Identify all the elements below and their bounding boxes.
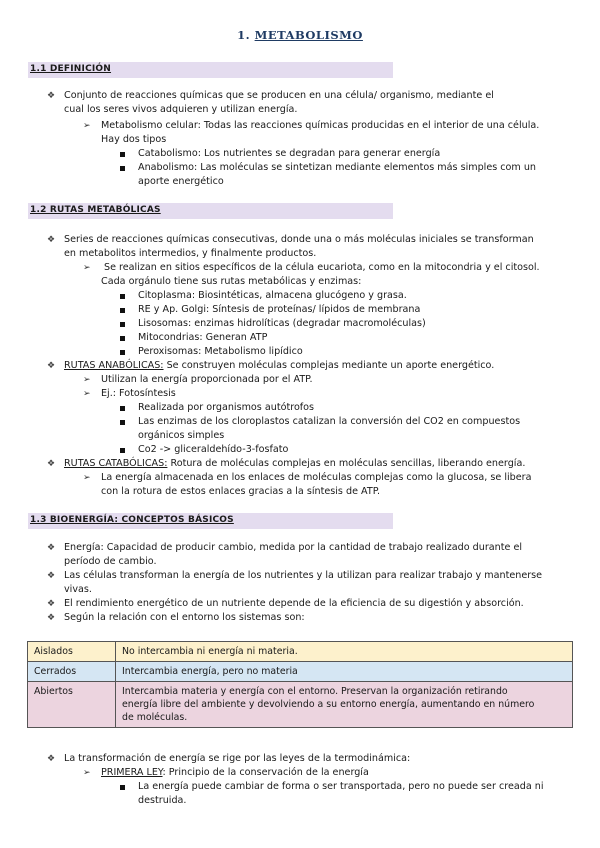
paragraph: El rendimiento energético de un nutriente depende de la eficiencia de su digestión y absorción. <box>64 598 524 609</box>
list-item: destruida. <box>138 795 187 806</box>
list-item: La energía puede cambiar de forma o ser transportada, pero no puede ser creada ni <box>138 781 544 792</box>
table-row <box>28 682 573 728</box>
paragraph: Energía: Capacidad de producir cambio, medida por la cantidad de trabajo realizado durante el <box>64 542 523 553</box>
paragraph: vivas. <box>64 584 92 595</box>
section-heading-bioenergia: 1.3 BIOENERGÍA: CONCEPTOS BÁSICOS <box>28 513 393 529</box>
paragraph: cual los seres vivos adquieren y utilizan energía. <box>64 104 298 115</box>
arrow-bullet-icon: ➢ <box>83 768 91 778</box>
arrow-bullet-icon: ➢ <box>83 389 91 399</box>
square-bullet-icon <box>120 448 125 453</box>
systems-table <box>27 641 573 728</box>
section-heading-rutas: 1.2 RUTAS METABÓLICAS <box>28 203 393 219</box>
paragraph: Utilizan la energía proporcionada por el ATP. <box>101 374 313 385</box>
diamond-bullet-icon: ❖ <box>47 754 56 764</box>
diamond-bullet-icon: ❖ <box>47 613 56 623</box>
diamond-bullet-icon: ❖ <box>47 361 56 371</box>
list-item: Co2 -> gliceraldehído-3-fosfato <box>138 444 289 455</box>
paragraph: Hay dos tipos <box>101 134 167 145</box>
table-cell: Aislados <box>28 642 116 662</box>
paragraph: Ej.: Fotosíntesis <box>101 388 176 399</box>
arrow-bullet-icon: ➢ <box>83 375 91 385</box>
paragraph: Las células transforman la energía de los nutrientes y la utilizan para realizar trabajo y mantenerse <box>64 570 543 581</box>
square-bullet-icon <box>120 166 125 171</box>
page-title: 1. METABOLISMO <box>237 28 363 42</box>
paragraph: Anabolismo: Las moléculas se sintetizan mediante elementos más simples com un <box>138 162 536 173</box>
list-item: Peroxisomas: Metabolismo lipídico <box>138 346 303 357</box>
table-cell: Abiertos <box>28 682 116 728</box>
table-row <box>28 662 573 682</box>
table-cell: Intercambia energía, pero no materia <box>116 662 573 682</box>
paragraph: Catabolismo: Los nutrientes se degradan para generar energía <box>138 148 441 159</box>
square-bullet-icon <box>120 406 125 411</box>
paragraph: PRIMERA LEY: Principio de la conservación de la energía <box>101 767 369 778</box>
square-bullet-icon <box>120 294 125 299</box>
paragraph: aporte energético <box>138 176 224 187</box>
list-item: Citoplasma: Biosintéticas, almacena glucógeno y grasa. <box>138 290 407 301</box>
list-item: Realizada por organismos autótrofos <box>138 402 315 413</box>
paragraph: Metabolismo celular: Todas las reacciones químicas producidas en el interior de una célula. <box>101 120 540 131</box>
paragraph: RUTAS ANABÓLICAS: Se construyen moléculas complejas mediante un aporte energético. <box>64 360 495 371</box>
arrow-bullet-icon: ➢ <box>83 473 91 483</box>
diamond-bullet-icon: ❖ <box>47 543 56 553</box>
square-bullet-icon <box>120 336 125 341</box>
paragraph: Series de reacciones químicas consecutivas, donde una o más moléculas iniciales se transforman <box>64 234 534 245</box>
paragraph: La energía almacenada en los enlaces de moléculas complejas como la glucosa, se libera <box>101 472 532 483</box>
table-cell: Cerrados <box>28 662 116 682</box>
table-cell: Intercambia materia y energía con el entorno. Preservan la organización retirando energía libre del ambiente y devolviendo a su entorno energía, aumentando en número de moléculas. <box>116 682 573 728</box>
diamond-bullet-icon: ❖ <box>47 235 56 245</box>
paragraph: Según la relación con el entorno los sistemas son: <box>64 612 305 623</box>
list-item: Mitocondrias: Generan ATP <box>138 332 268 343</box>
paragraph: Se realizan en sitios específicos de la célula eucariota, como en la mitocondria y el citosol. <box>104 262 540 273</box>
paragraph: en metabolitos intermedios, y finalmente productos. <box>64 248 317 259</box>
paragraph: La transformación de energía se rige por las leyes de la termodinámica: <box>64 753 411 764</box>
square-bullet-icon <box>120 785 125 790</box>
paragraph: con la rotura de estos enlaces gracias a la síntesis de ATP. <box>101 486 381 497</box>
table-row <box>28 642 573 662</box>
list-item: Lisosomas: enzimas hidrolíticas (degradar macromoléculas) <box>138 318 426 329</box>
section-heading-definicion: 1.1 DEFINICIÓN <box>28 62 393 78</box>
paragraph: RUTAS CATABÓLICAS: Rotura de moléculas complejas en moléculas sencillas, liberando energía. <box>64 458 526 469</box>
paragraph: Cada orgánulo tiene sus rutas metabólicas y enzimas: <box>101 276 362 287</box>
diamond-bullet-icon: ❖ <box>47 91 56 101</box>
table-cell: No intercambia ni energía ni materia. <box>116 642 573 662</box>
diamond-bullet-icon: ❖ <box>47 571 56 581</box>
square-bullet-icon <box>120 322 125 327</box>
square-bullet-icon <box>120 308 125 313</box>
paragraph: período de cambio. <box>64 556 157 567</box>
list-item: Las enzimas de los cloroplastos catalizan la conversión del CO2 en compuestos <box>138 416 521 427</box>
square-bullet-icon <box>120 152 125 157</box>
arrow-bullet-icon: ➢ <box>83 121 91 131</box>
diamond-bullet-icon: ❖ <box>47 459 56 469</box>
paragraph: Conjunto de reacciones químicas que se producen en una célula/ organismo, mediante el <box>64 90 494 101</box>
square-bullet-icon <box>120 420 125 425</box>
list-item: RE y Ap. Golgi: Síntesis de proteínas/ lípidos de membrana <box>138 304 421 315</box>
arrow-bullet-icon: ➢ <box>83 263 91 273</box>
diamond-bullet-icon: ❖ <box>47 599 56 609</box>
list-item: orgánicos simples <box>138 430 225 441</box>
square-bullet-icon <box>120 350 125 355</box>
